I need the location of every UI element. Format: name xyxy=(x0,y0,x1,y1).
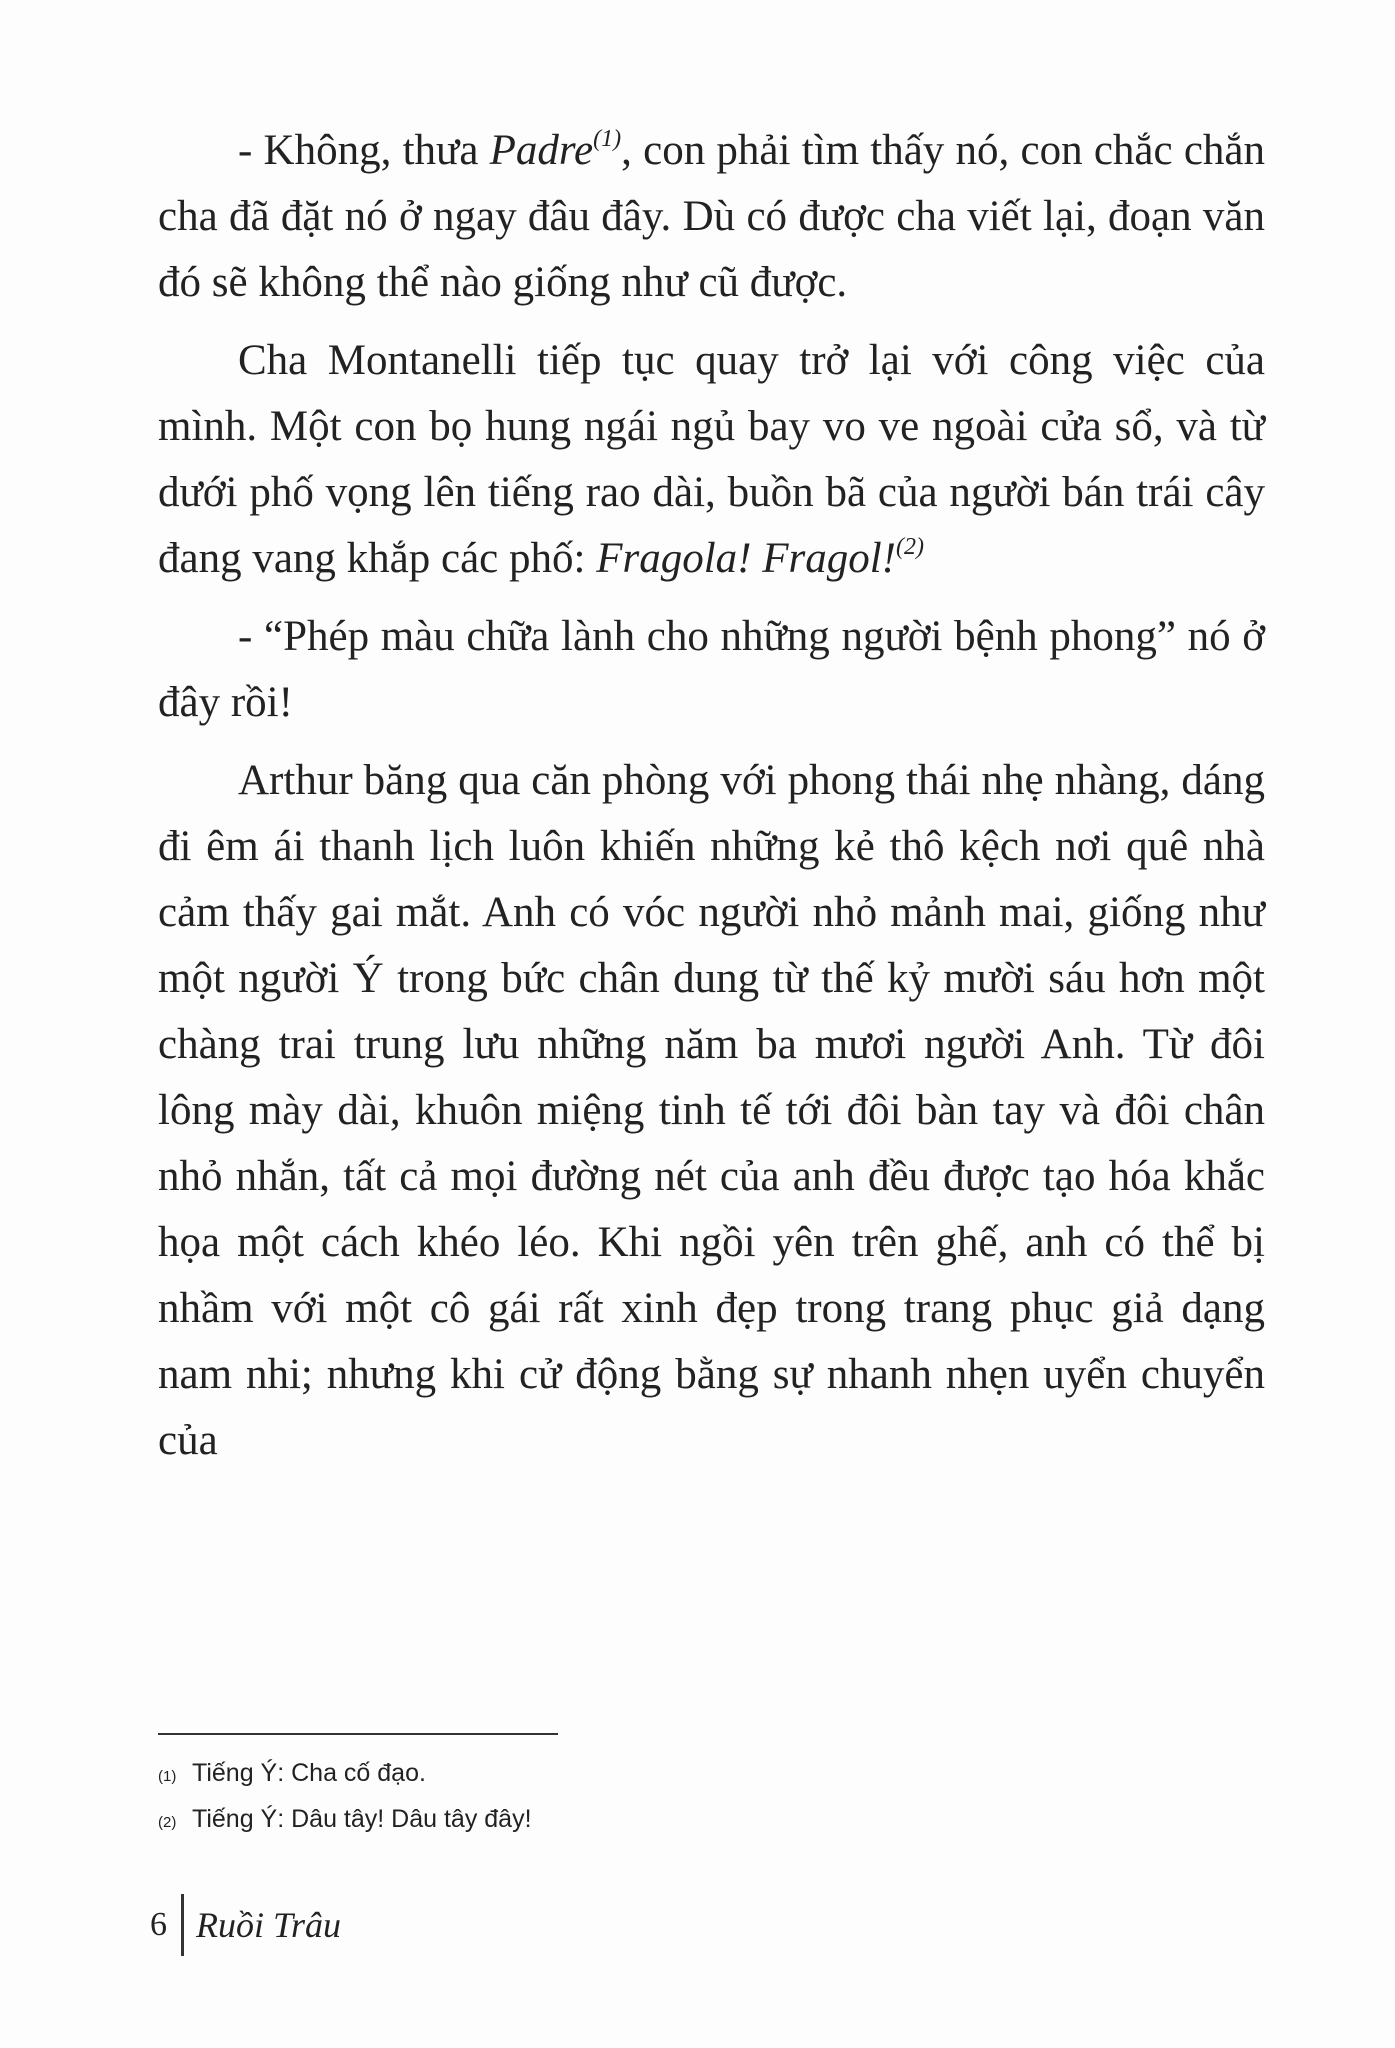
footnote-ref-2: (2) xyxy=(896,534,924,560)
footnote-1-text: Tiếng Ý: Cha cố đạo. xyxy=(192,1759,426,1787)
paragraph-3-text: - “Phép màu chữa lành cho những người bệnh phong” nó ở đây rồi! xyxy=(158,613,1265,726)
footnote-divider xyxy=(158,1733,558,1735)
book-title: Ruồi Trâu xyxy=(196,1905,342,1945)
body-text xyxy=(158,118,1265,1486)
footnote-2 xyxy=(158,1798,1158,1844)
footnote-2-number: (2) xyxy=(158,1814,177,1831)
paragraph-4 xyxy=(158,748,1265,1474)
paragraph-1 xyxy=(158,118,1265,316)
footnote-ref-1: (1) xyxy=(593,126,622,152)
footnote-2-text: Tiếng Ý: Dâu tây! Dâu tây đây! xyxy=(192,1805,532,1833)
fragola-cry: Fragola! Fragol! xyxy=(596,535,897,582)
padre-term: Padre xyxy=(489,127,594,174)
paragraph-1-before: - Không, thưa xyxy=(238,127,490,174)
page-footer xyxy=(150,1890,341,1960)
paragraph-2-text: Cha Montanelli tiếp tục quay trở lại với công việc của mình. Một con bọ hung ngái ngủ bay vo ve ngoài cửa sổ, và từ dưới phố vọng lên tiếng rao dài, buồn bã của người bán trái cây đang vang khắp các phố: xyxy=(158,337,1265,582)
footnotes xyxy=(158,1752,1158,1844)
paragraph-4-text: Arthur băng qua căn phòng với phong thái nhẹ nhàng, dáng đi êm ái thanh lịch luôn khiến những kẻ thô kệch nơi quê nhà cảm thấy gai mắt. Anh có vóc người nhỏ mảnh mai, giống như một người Ý trong bức chân dung từ thế kỷ mười sáu hơn một chàng trai trung lưu những năm ba mươi người Anh. Từ đôi lông mày dài, khuôn miệng tinh tế tới đôi bàn tay và đôi chân nhỏ nhắn, tất cả mọi đường nét của anh đều được tạo hóa khắc họa một cách khéo léo. Khi ngồi yên trên ghế, anh có thể bị nhầm với một cô gái rất xinh đẹp trong trang phục giả dạng nam nhi; nhưng khi cử động bằng sự nhanh nhẹn uyển chuyển của xyxy=(158,757,1265,1464)
footer-divider xyxy=(181,1894,184,1956)
footnote-1 xyxy=(158,1752,1158,1798)
paragraph-3 xyxy=(158,604,1265,736)
paragraph-1-after: , con phải tìm thấy nó, con chắc chắn cha đã đặt nó ở ngay đâu đây. Dù có được cha viết lại, đoạn văn đó sẽ không thể nào giống như cũ được. xyxy=(158,127,1265,306)
page-number: 6 xyxy=(150,1906,167,1943)
paragraph-2 xyxy=(158,328,1265,592)
footnote-1-number: (1) xyxy=(158,1768,177,1785)
